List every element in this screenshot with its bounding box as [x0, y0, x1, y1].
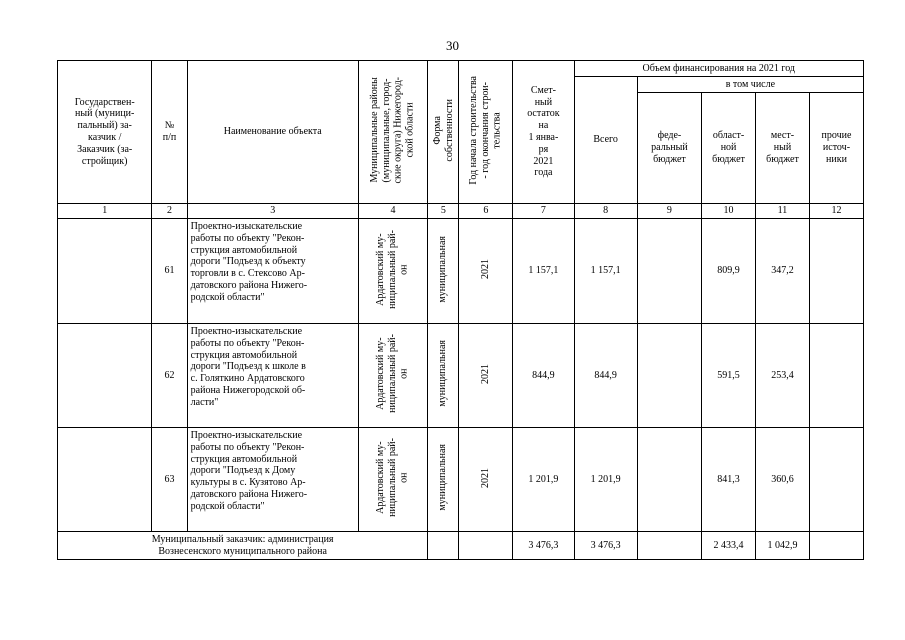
header-total: Всего	[574, 77, 637, 204]
row-regional: 809,9	[702, 219, 756, 324]
row-estimate: 1 201,9	[513, 428, 574, 532]
col-num-8: 8	[574, 204, 637, 219]
header-districts-text: Муниципальные районы (муниципальные, город- ские округа) Нижегород- ской области	[369, 76, 416, 184]
row-federal	[637, 324, 701, 428]
row-local: 347,2	[756, 219, 810, 324]
header-ownership-text: Форма собственности	[431, 98, 455, 162]
row-num: 62	[152, 324, 187, 428]
table-row	[58, 428, 864, 532]
row-estimate: 844,9	[513, 324, 574, 428]
col-num-1: 1	[58, 204, 152, 219]
summary-year	[459, 532, 513, 560]
row-district	[358, 428, 427, 532]
summary-other	[809, 532, 863, 560]
table-row	[58, 219, 864, 324]
row-district-text: Ардатовский му- ниципальный рай- он	[375, 229, 410, 309]
row-year	[459, 324, 513, 428]
row-federal	[637, 428, 701, 532]
header-federal: феде- ральный бюджет	[637, 93, 701, 204]
header-years	[459, 61, 513, 204]
page-number: 30	[446, 38, 459, 53]
row-customer-cell	[58, 428, 152, 532]
row-year-text: 2021	[479, 259, 491, 280]
summary-label: Муниципальный заказчик: администрация Вознесенского муниципального района	[58, 532, 428, 560]
col-num-3: 3	[187, 204, 358, 219]
summary-total: 3 476,3	[574, 532, 637, 560]
row-ownership	[428, 428, 459, 532]
row-local: 360,6	[756, 428, 810, 532]
row-regional: 841,3	[702, 428, 756, 532]
col-num-10: 10	[702, 204, 756, 219]
row-object-name: Проектно-изыскательские работы по объекту "Рекон- струкция автомобильной дороги "Подъезд к школе в с. Голяткино Ардатовского района Нижегородской об- ласти"	[187, 324, 358, 428]
header-num: № п/п	[152, 61, 187, 204]
row-year-text: 2021	[479, 467, 491, 488]
row-ownership-text: муниципальная	[437, 235, 449, 303]
row-total: 844,9	[574, 324, 637, 428]
summary-federal	[637, 532, 701, 560]
row-total: 1 201,9	[574, 428, 637, 532]
row-year	[459, 219, 513, 324]
row-num: 63	[152, 428, 187, 532]
row-object-name: Проектно-изыскательские работы по объекту "Рекон- струкция автомобильной дороги "Подъезд к Дому культуры в с. Кузятово Ар- датовского района Нижего- родской области"	[187, 428, 358, 532]
row-customer-cell	[58, 324, 152, 428]
row-local: 253,4	[756, 324, 810, 428]
col-num-7: 7	[513, 204, 574, 219]
header-local: мест- ный бюджет	[756, 93, 810, 204]
header-districts	[358, 61, 427, 204]
header-years-text: Год начала строительства - год окончания строи- тельства	[468, 75, 503, 185]
summary-ownership	[428, 532, 459, 560]
header-customer: Государствен- ный (муници- пальный) за- казчик / Заказчик (за- стройщик)	[58, 61, 152, 204]
summary-estimate: 3 476,3	[513, 532, 574, 560]
row-estimate: 1 157,1	[513, 219, 574, 324]
row-district-text: Ардатовский му- ниципальный рай- он	[375, 438, 410, 518]
column-number-row	[58, 204, 864, 219]
row-object-name: Проектно-изыскательские работы по объекту "Рекон- струкция автомобильной дороги "Подъезд к объекту торговли в с. Стексово Ар- датовского района Нижего- родской области"	[187, 219, 358, 324]
col-num-12: 12	[809, 204, 863, 219]
col-num-4: 4	[358, 204, 427, 219]
summary-local: 1 042,9	[756, 532, 810, 560]
header-other: прочие источ- ники	[809, 93, 863, 204]
header-row-1	[58, 61, 864, 77]
header-ownership	[428, 61, 459, 204]
row-federal	[637, 219, 701, 324]
row-other	[809, 428, 863, 532]
header-funding-volume: Объем финансирования на 2021 год	[574, 61, 863, 77]
row-total: 1 157,1	[574, 219, 637, 324]
summary-row	[58, 532, 864, 560]
table-row	[58, 324, 864, 428]
header-estimate-balance: Смет- ный остаток на 1 янва- ря 2021 года	[513, 61, 574, 204]
row-year-text: 2021	[479, 363, 491, 384]
row-district	[358, 324, 427, 428]
row-ownership-text: муниципальная	[437, 444, 449, 511]
row-ownership	[428, 219, 459, 324]
col-num-5: 5	[428, 204, 459, 219]
col-num-2: 2	[152, 204, 187, 219]
header-object-name: Наименование объекта	[187, 61, 358, 204]
financing-table	[57, 60, 864, 560]
row-other	[809, 324, 863, 428]
row-customer-cell	[58, 219, 152, 324]
header-including: в том числе	[637, 77, 863, 93]
row-regional: 591,5	[702, 324, 756, 428]
header-regional: област- ной бюджет	[702, 93, 756, 204]
col-num-11: 11	[756, 204, 810, 219]
col-num-9: 9	[637, 204, 701, 219]
col-num-6: 6	[459, 204, 513, 219]
row-other	[809, 219, 863, 324]
row-year	[459, 428, 513, 532]
row-ownership	[428, 324, 459, 428]
row-ownership-text: муниципальная	[437, 340, 449, 407]
row-district	[358, 219, 427, 324]
row-num: 61	[152, 219, 187, 324]
summary-regional: 2 433,4	[702, 532, 756, 560]
row-district-text: Ардатовский му- ниципальный рай- он	[375, 334, 410, 414]
